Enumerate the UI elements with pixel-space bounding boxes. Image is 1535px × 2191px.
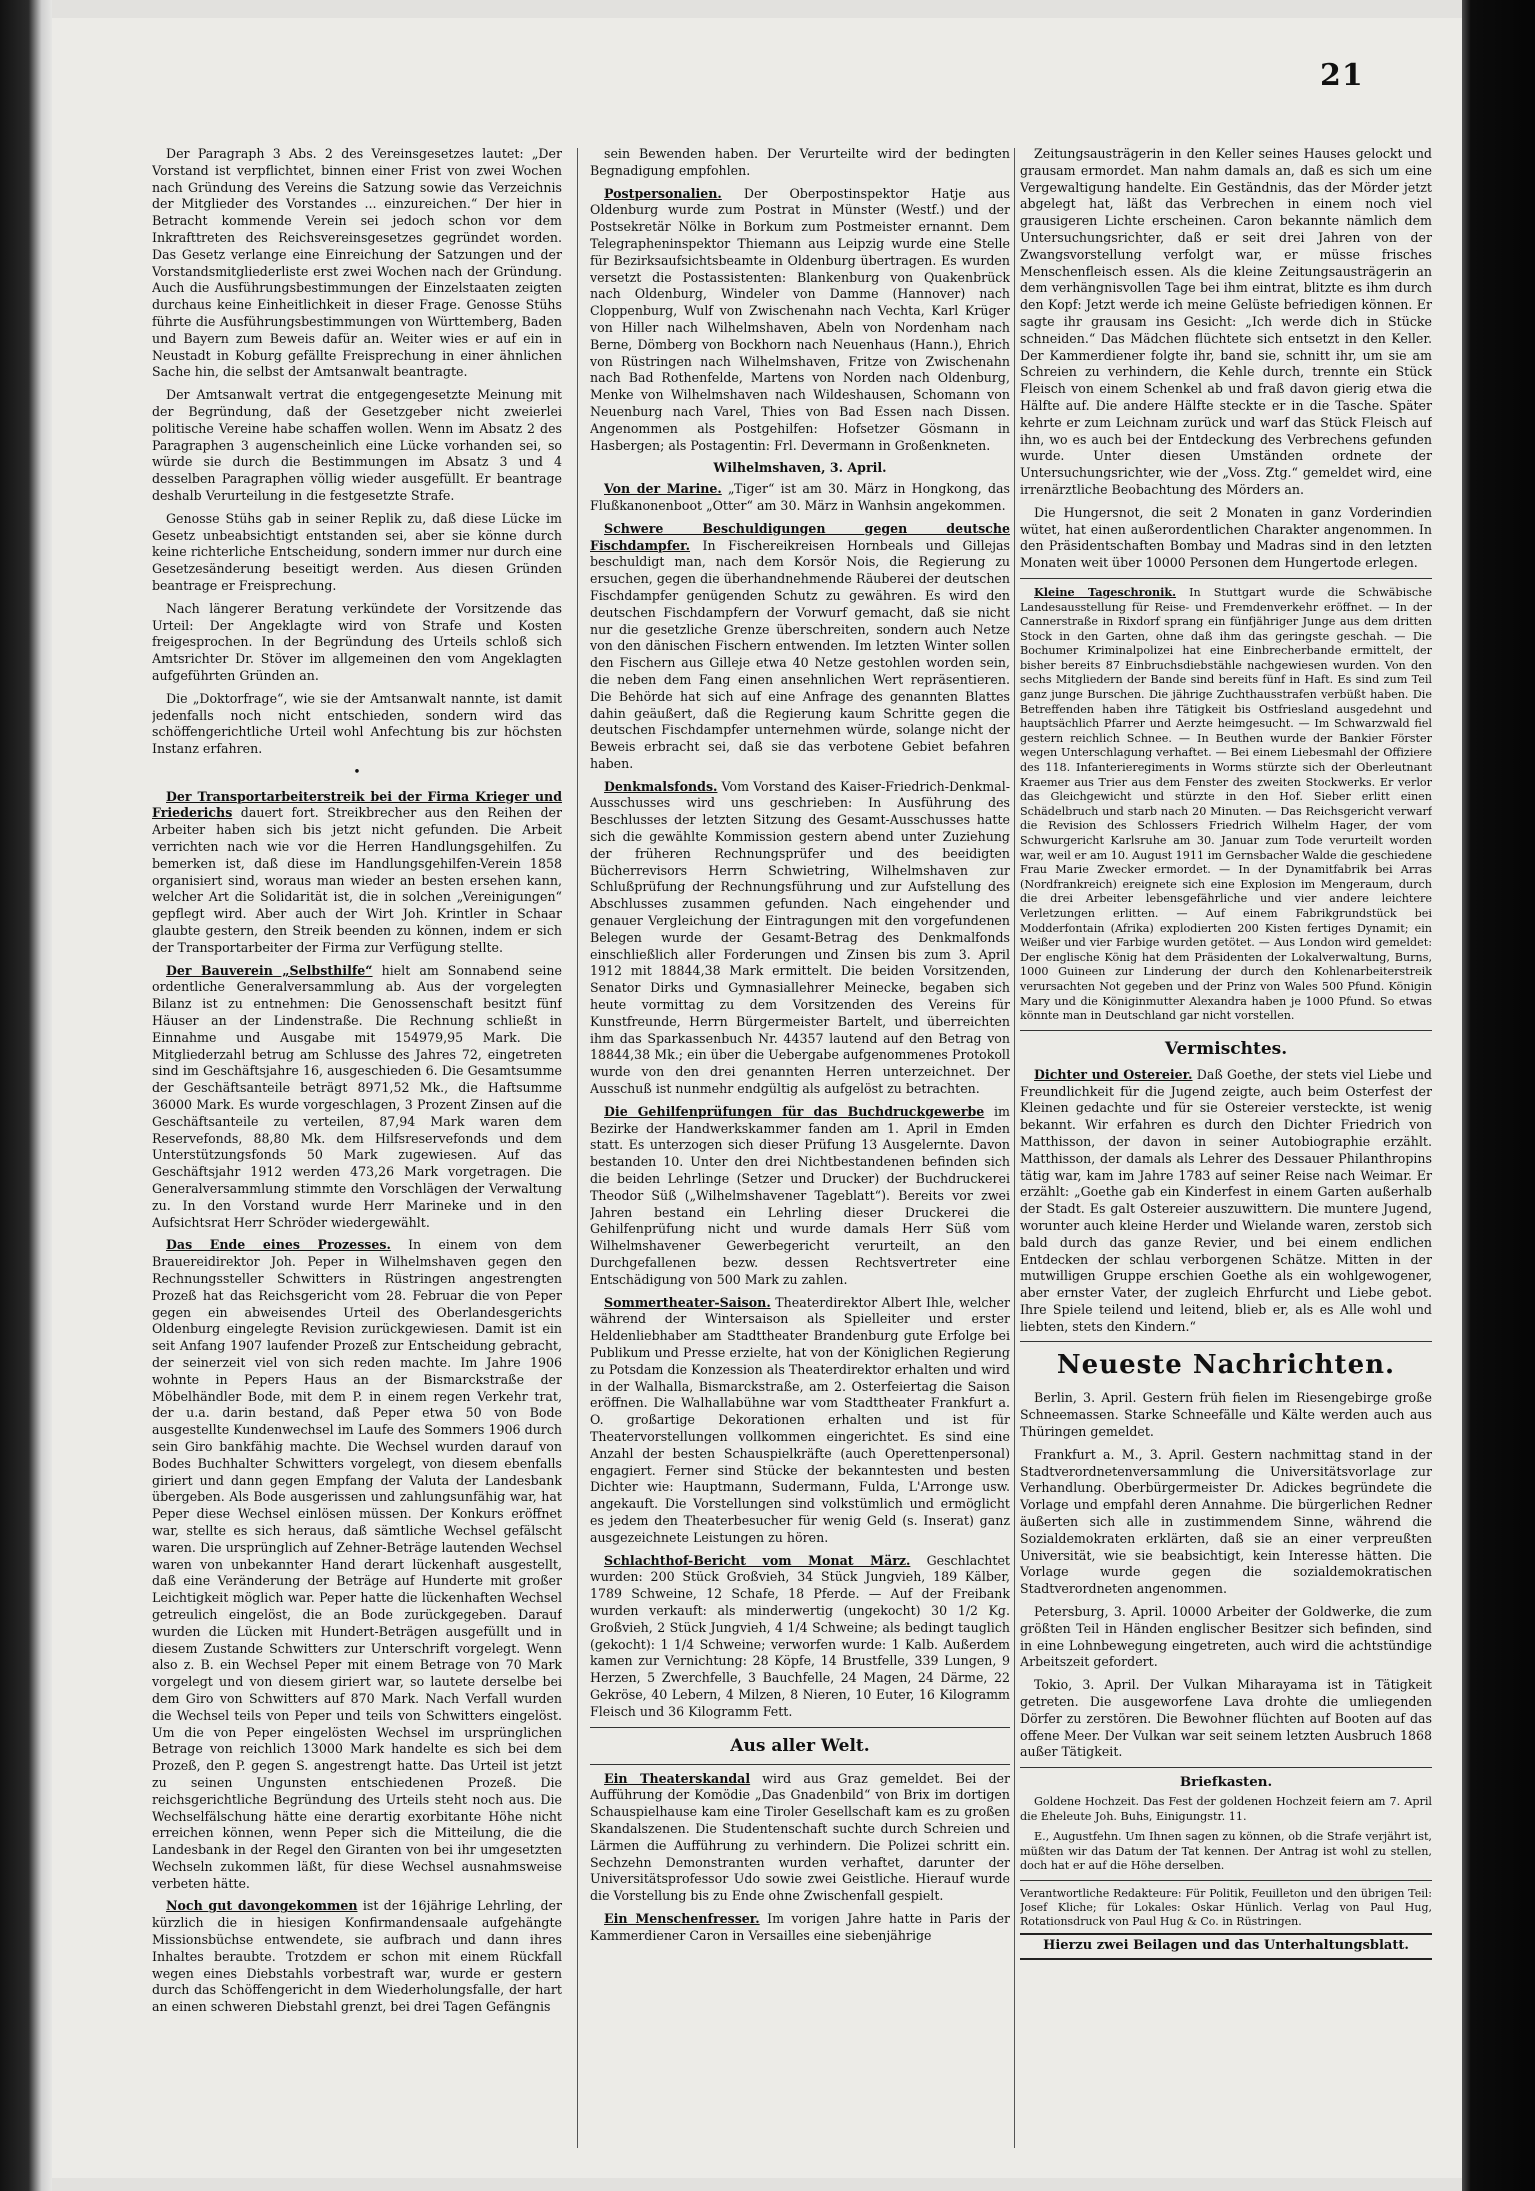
article-paragraph <box>590 1295 1010 1547</box>
article-lead: Das Ende eines Prozesses. <box>166 1237 391 1253</box>
separator: • <box>353 763 361 779</box>
article-text: im Bezirke der Handwerkskammer fanden am 1. April in Emden statt. Es unterzogen sich dieser Prüfung 13 Ausgelernte. Davon bestanden 10. Unter den drei Nichtbestandenen befinden sich die beiden Lehrlinge (Setzer und Drucker) der Buchdruckerei Theodor Süß („Wilhelmshavener Tageblatt“). Bereits vor zwei Jahren bestand ein Lehrling dieser Druckerei die Gehilfenprüfung nicht und wurde damals Herr Süß vom Wilhelmshavener Gewerbegericht verurteilt, an den Durchgefallenen bezw. dessen Rechtsvertreter eine Entschädigung von 500 Mark zu zahlen. <box>590 1103 1010 1287</box>
article-lead: Sommertheater-Saison. <box>604 1294 771 1310</box>
article-paragraph <box>590 1104 1010 1289</box>
article-paragraph: sein Bewenden haben. Der Verurteilte wird der bedingten Begnadigung empfohlen. <box>590 146 1010 178</box>
article-text: „Tiger“ ist am 30. März in Hongkong, das Flußkanonenboot „Otter“ am 30. März in Wanhsin angekommen. <box>590 481 1010 513</box>
section-divider <box>590 1727 1010 1728</box>
article-paragraph: Die Hungersnot, die seit 2 Monaten in ganz Vorderindien wütet, hat einen außerordentlichen Charakter angenommen. In den Präsidentschaften Bombay und Madras sind in den letzten Monaten weit über 10000 Personen dem Hungertode erlegen. <box>1020 504 1432 571</box>
column-1 <box>152 146 562 2176</box>
dateline: Wilhelmshaven, 3. April. <box>713 460 887 476</box>
section-heading-large: Neueste Nachrichten. <box>1056 1350 1396 1381</box>
letterbox-title: Briefkasten. <box>1179 1774 1273 1791</box>
article-text: Vom Vorstand des Kaiser-Friedrich-Denkmal-Ausschusses wird uns geschrieben: In Ausführung des Beschlusses der letzten Sitzung des Gesamt-Ausschusses hatte sich die gewählte Kommission gestern abend unter Zuziehung der früheren Rechnungsprüfer und des beeidigten Bücherrevisors Herrn Schwietring, Wilhelmshaven zur Schlußprüfung der Rechnungsführung und zur Aufstellung des Abschlusses zusammen gefunden. Nach eingehender und genauer Vergleichung der Eintragungen mit den vorgefundenen Belegen wurde der Gesamt-Betrag des Denkmalfonds einschließlich aller Forderungen und Zinsen bis zum 3. April 1912 mit 18844,38 Mark ermittelt. Die beiden Vorsitzenden, Senator Dirks und Gymnasiallehrer Meinecke, begaben sich heute vormittag zu dem Vorsitzenden des Vereins für Kunstfreunde, Herrn Bürgermeister Bartelt, und überreichten ihm das Sparkassenbuch Nr. 44357 lautend auf den Betrag von 18844,38 Mk.; ein über die Uebergabe aufgenommenes Protokoll wurde von den drei genannten Herren unterzeichnet. Der Ausschuß ist nunmehr endgültig als aufgelöst zu betrachten. <box>590 778 1010 1097</box>
article-lead: Schwere Beschuldigungen gegen deutsche Fischdampfer. <box>590 520 1010 553</box>
article-paragraph <box>590 186 1010 455</box>
article-paragraph <box>1020 1067 1432 1336</box>
article-paragraph: Genosse Stühs gab in seiner Replik zu, daß diese Lücke im Gesetz unbeabsichtigt entstanden sei, aber sie könne durch keine richterliche Entscheidung, sondern immer nur durch eine Gesetzesänderung beseitigt werden. Aus diesen Gründen beantrage er Freisprechung. <box>152 510 562 593</box>
article-text: In einem von dem Brauereidirektor Joh. Peper in Wilhelmshaven gegen den Rechnungssteller Schwitters in Rüstringen angestrengten Prozeß hat das Reichsgericht vom 28. Februar die von Peper gegen ein abweisendes Urteil des Oberlandesgerichts Oldenburg eingelegte Revision zurückgewiesen. Damit ist ein seit Anfang 1907 laufender Prozeß zur Entscheidung gebracht, der seinerzeit viel von sich reden machte. Im Jahre 1906 wohnte in Pepers Haus an der Bismarckstraße der Möbelhändler Bode, mit dem P. in einem regen Verkehr trat, der u.a. darin bestand, daß Peper etwa 50 von Bode ausgestellte Kundenwechsel im Laufe des Sommers 1906 durch sein Giro bankfähig machte. Die Wechsel wurden darauf von Bodes Buchhalter Schwitters vorgelegt, von diesem ebenfalls giriert und dann gegen Empfang der Valuta der Landesbank übergeben. Als Bode ausgerissen und zahlungsunfähig war, hat Peper diese Wechsel einlösen müssen. Der Konkurs eröffnet war, stellte es sich heraus, daß sämtliche Wechsel gefälscht waren. Die ursprünglich auf Zehner-Beträge lautenden Wechsel waren von unbekannter Hand derart lückenhaft ausgestellt, daß eine Veränderung der Beträge auf Hunderte mit großer Leichtigkeit möglich war. Peper hatte die lückenhaften Wechsel getreulich eingelöst, die an Bode zurückgegeben. Darauf wurden die Lücken mit Hundert-Beträgen ausgefüllt und in diesem Zustande Schwitters zur Unterschrift vorgelegt. Wenn also z. B. ein Wechsel Peper mit einem Betrage von 70 Mark vorgelegt und von diesem giriert war, so lautete derselbe bei dem Giro von Schwitters auf 870 Mark. Nach Verfall wurden die Wechsel teils von Peper und teils von Schwitters eingelöst. Um die von Peper eingelösten Wechsel im ursprünglichen Betrage von reichlich 13000 Mark handelte es sich bei dem Prozeß, den P. gegen S. angestrengt hatte. Das Urteil ist jetzt zu seinen Ungunsten entschiedenen Prozeß. Die reichsgerichtliche Begründung des Urteils steht noch aus. Die Wechselfälschung hätte eine derartig exorbitante Höhe nicht erreichen können, wenn Peper sich die Mitteilung, die die Landesbank in der Regel den Giranten von bei ihr umgesetzten Wechseln zukommen läßt, für diese Wechsel ausnahmsweise verbeten hätte. <box>152 1237 562 1891</box>
article-lead: Der Bauverein „Selbsthilfe“ <box>166 962 373 978</box>
article-paragraph <box>152 1898 562 2016</box>
column-3 <box>1020 146 1432 2176</box>
right-page-edge <box>1462 0 1535 2191</box>
left-page-edge <box>0 0 52 2191</box>
article-paragraph <box>1020 585 1432 1024</box>
column-2 <box>590 146 1010 2176</box>
section-divider <box>1020 1030 1432 1031</box>
article-paragraph <box>590 481 1010 515</box>
article-paragraph <box>152 963 562 1232</box>
article-paragraph: Zeitungsausträgerin in den Keller seines Hauses gelockt und grausam ermordet. Man nahm damals an, daß es sich um eine Vergewaltigung handelte. Ein Geständnis, das der Mörder jetzt abgelegt hat, läßt das Verbrechen in einem noch viel grausigeren Lichte erscheinen. Caron bekannte nämlich dem Untersuchungsrichter, daß er seit drei Jahren von der Zwangsvorstellung verfolgt war, er müsse frisches Menschenfleisch essen. Als die kleine Zeitungsausträgerin an dem verhängnisvollen Tage bei ihm eintrat, blitzte es ihm durch den Kopf: Jetzt werde ich meine Gelüste befriedigen können. Er sagte ihr grausam ins Gesicht: „Ich werde dich in Stücke schneiden.“ Das Mädchen flüchtete sich entsetzt in den Keller. Der Kammerdiener folgte ihr, band sie, schnitt ihr, um sie am Schreien zu verhindern, die Kehle durch, trennte ein Stück Fleisch von einem Schenkel ab und fraß davon gierig etwa die Hälfte auf. Die andere Hälfte steckte er in die Tasche. Später kehrte er zum Leichnam zurück und warf das Stück Fleisch auf ihn, wo es auch bei der Entdeckung des Verbrechens gefunden wurde. Unter diesen Umständen ordnete der Untersuchungsrichter, wie der „Voss. Ztg.“ gemeldet wird, eine irrenärztliche Beobachtung des Mörders an. <box>1020 146 1432 497</box>
article-text: Theaterdirektor Albert Ihle, welcher während der Wintersaison als Spielleiter und erster Heldenliebhaber am Stadttheater Brandenburg gute Erfolge bei Publikum und Presse erzielte, hat von der Königlichen Regierung zu Potsdam die Konzession als Theaterdirektor erhalten und wird in der Walhalla, Bismarckstraße, am 2. Osterfeiertag die Saison eröffnen. Die Walhallabühne war vom Stadttheater Frankfurt a. O. großartige Dekorationen erhalten und ist für Theatervorstellungen vollkommen eingerichtet. Es sind eine Anzahl der besten Schauspielkräfte (auch Operettenpersonal) engagiert. Ferner sind Stücke der bekanntesten und besten Dichter wie: Hauptmann, Sudermann, Fulda, L'Arronge usw. angekauft. Die Vorstellungen sind volkstümlich und ermöglicht es jedem den Theaterbesucher für wenig Geld (s. Inserat) ganz ausgezeichnete Leistungen zu hören. <box>590 1294 1010 1545</box>
article-paragraph: Die „Doktorfrage“, wie sie der Amtsanwalt nannte, ist damit jedenfalls noch nicht entschieden, sondern wird das schöffengerichtliche Urteil wohl Anfechtung bis zur höchsten Instanz erfahren. <box>152 690 562 757</box>
supplement-note: Hierzu zwei Beilagen und das Unterhaltungsblatt. <box>1020 1933 1432 1960</box>
news-item: Berlin, 3. April. Gestern früh fielen im Riesengebirge große Schneemassen. Starke Schneefälle und Kälte werden auch aus Thüringen gemeldet. <box>1020 1390 1432 1440</box>
article-paragraph <box>590 1553 1010 1721</box>
article-lead: Denkmalsfonds. <box>604 778 718 794</box>
article-lead: Ein Menschenfresser. <box>604 1910 760 1926</box>
article-lead: Der Transportarbeiterstreik bei der Firma Krieger und Friederichs <box>152 788 562 821</box>
section-divider <box>1020 1767 1432 1768</box>
news-item: Frankfurt a. M., 3. April. Gestern nachmittag stand in der Stadtverordnetenversammlung die Universitätsvorlage zur Verhandlung. Oberbürgermeister Dr. Adickes begründete die Vorlage und empfahl deren Annahme. Die bürgerlichen Redner äußerten sich alle in zustimmendem Sinne, während die Sozialdemokraten erklärten, daß sie an einer verpreußten Universität, wie sie beabsichtigt, kein Interesse hätten. Die Vorlage wurde gegen die sozialdemokratischen Stadtverordneten angenommen. <box>1020 1446 1432 1597</box>
article-text: dauert fort. Streikbrecher aus den Reihen der Arbeiter haben sich bis jetzt nicht gefunden. Die Arbeit verrichten nach wie vor die Herren Handlungsgehilfen. Zu bemerken ist, daß diese im Handlungsgehilfen-Verein 1858 organisiert sind, woraus man wieder an besten ersehen kann, welcher Art die Solidarität ist, die in solchen „Vereinigungen“ gepflegt wird. Aber auch der Wirt Joh. Krintler in Schaar glaubte gestern, den Streik beenden zu können, indem er sich der Transportarbeiter der Firma zur Verfügung stellte. <box>152 805 562 955</box>
article-paragraph <box>590 779 1010 1098</box>
section-divider <box>590 1764 1010 1765</box>
article-text: Der Oberpostinspektor Hatje aus Oldenburg wurde zum Postrat in Münster (Westf.) und der Postsekretär Nölke in Borkum zum Postmeister ernannt. Dem Telegrapheninspektor Thiemann aus Leipzig wurde eine Stelle für Bezirksaufsichtsbeamte in Oldenburg übertragen. Es wurden versetzt die Postassistenten: Blankenburg von Quakenbrück nach Oldenburg, Windeler von Damme (Hannover) nach Cloppenburg, Wulf von Zwischenahn nach Vechta, Karl Krüger von Hiller nach Wilhelmshaven, Abeln von Nordenham nach Berne, Dömberg von Bockhorn nach Neuenhaus (Hann.), Ehrich von Rüstringen nach Wilhelmshaven, Fritze von Zwischenahn nach Bad Rothenfelde, Martens von Norden nach Oldenburg, Menke von Wilhelmshaven nach Wildeshausen, Schomann von Neuenburg nach Varel, Thies von Bad Essen nach Dissen. Angenommen als Postgehilfen: Hofsetzer Gösmann in Hasbergen; als Postagentin: Frl. Devermann in Großenkneten. <box>590 185 1010 453</box>
article-paragraph <box>152 1237 562 1892</box>
section-divider <box>1020 1880 1432 1881</box>
article-paragraph: Der Paragraph 3 Abs. 2 des Vereinsgesetzes lautet: „Der Vorstand ist verpflichtet, binnen einer Frist von zwei Wochen nach Gründung des Vereins die Satzung sowie das Verzeichnis der Mitglieder des Vorstandes ... einzureichen.“ Der hier in Betracht kommende Verein sei jedoch schon vor dem Inkrafttreten des Reichsvereinsgesetzes gegründet worden. Das Gesetz verlange eine Einreichung der Satzungen und der Vorstandsmitgliederliste erst zwei Wochen nach der Gründung. Auch die Ausführungsbestimmungen der Einzelstaaten zeigten durchaus keine Einheitlichkeit in dieser Frage. Genosse Stühs führte die Ausführungsbestimmungen von Württemberg, Baden und Bayern zum Beweis dafür an. Weiter wies er auf ein in Neustadt in Koburg gefällte Freisprechung in einer ähnlichen Sache hin, die selbst der Amtsanwalt beantragte. <box>152 146 562 380</box>
column-rule <box>577 148 578 2148</box>
article-text: ist der 16jährige Lehrling, der kürzlich die in hiesigen Konfirmandensaale aufgehängte Missionsbüchse entwendete, sie aufbrach und dann ihres Inhaltes beraubte. Trotzdem er schon mit einem Rückfall wegen eines Diebstahls vorbestraft war, wurde er gestern durch das Schöffengericht in dem Wiederholungsfalle, der hart an einen schweren Diebstahl grenzt, bei drei Tagen Gefängnis <box>152 1898 562 2015</box>
imprint: Verantwortliche Redakteure: Für Politik, Feuilleton und den übrigen Teil: Josef Kliche; für Lokales: Oskar Hünlich. Verlag von Paul Hug, Rotationsdruck von Paul Hug & Co. in Rüstringen. <box>1020 1886 1432 1928</box>
news-item: Petersburg, 3. April. 10000 Arbeiter der Goldwerke, die zum größten Teil in Händen englischer Besitzer sich befinden, sind in eine Lohnbewegung eingetreten, auch wird die achtstündige Arbeitszeit gefordert. <box>1020 1604 1432 1670</box>
page-number: 21 <box>1320 58 1364 93</box>
article-text: hielt am Sonnabend seine ordentliche Generalversammlung ab. Aus der vorgelegten Bilanz ist zu entnehmen: Die Genossenschaft besitzt fünf Häuser an der Lindenstraße. Die Rechnung schließt in Einnahme und Ausgabe mit 154979,95 Mark. Die Mitgliederzahl betrug am Schlusse des Jahres 72, eingetreten sind im Geschäftsjahre 16, ausgeschieden 6. Die Gesamtsumme der Geschäftsanteile beträgt 8971,52 Mk., die Haftsumme 36000 Mark. Es wurde vorgeschlagen, 3 Prozent Zinsen auf die Geschäftsanteile zu verteilen, 87,94 Mark waren dem Reservefonds, 88,80 Mk. dem Hilfsreservefonds und dem Unterstützungsfonds 50 Mark zugewiesen. Auf das Geschäftsjahr 1912 werden 473,26 Mark vorgetragen. Die Generalversammlung stimmte den Vorschlägen der Verwaltung zu. In den Vorstand wurde Herr Marineke und in den Aufsichtsrat Herr Schröder wiedergewählt. <box>152 962 562 1230</box>
article-text: Daß Goethe, der stets viel Liebe und Freundlichkeit für die Jugend zeigte, auch beim Osterfest der Kleinen gedachte und für sie Ostereier versteckte, ist wenig bekannt. Wir erfahren es durch den Dichter Friedrich von Matthisson, der davon in seiner Autobiographie erzählt. Matthisson, der damals als Lehrer des Dessauer Philanthropins tätig war, kam im Jahre 1783 auf seiner Reise nach Weimar. Er erzählt: „Goethe gab ein Kinderfest in einem Garten außerhalb der Stadt. Es galt Ostereier auszuwittern. Die muntere Jugend, worunter auch kleine Herder und Wielande waren, zerstob sich bald durch das ganze Revier, und bei einem endlichen Entdecken der schlau verborgenen Schätze. Mitten in der mutwilligen Gruppe erschien Goethe als ein wohlgewogener, aber ernster Vater, der zugleich Ehrfurcht und Liebe gebot. Ihre Spiele teilend und leitend, blieb er, als es Alle wohl und liebten, stets den Kindern.“ <box>1020 1066 1432 1334</box>
article-text: Geschlachtet wurden: 200 Stück Großvieh, 34 Stück Jungvieh, 189 Kälber, 1789 Schweine, 12 Schafe, 18 Pferde. — Auf der Freibank wurden verkauft: als minderwertig (ungekocht) 30 1/2 Kg. Großvieh, 2 Stück Jungvieh, 4 1/4 Schweine; als bedingt tauglich (gekocht): 1 1/4 Schweine; verworfen wurde: 1 Kalb. Außerdem kamen zur Vernichtung: 28 Köpfe, 14 Brustfelle, 339 Lungen, 9 Herzen, 5 Zwerchfelle, 3 Bauchfelle, 24 Magen, 24 Därme, 22 Gekröse, 40 Lebern, 4 Milzen, 8 Nieren, 10 Euter, 16 Kilogramm Fleisch und 36 Kilogramm Fett. <box>590 1552 1010 1719</box>
article-text: In Stuttgart wurde die Schwäbische Landesausstellung für Reise- und Fremdenverkehr eröffnet. — In der Cannerstraße in Rixdorf sprang ein fünfjähriger Junge aus dem dritten Stock in den Garten, ohne daß ihm das geringste geschah. — Die Bochumer Kriminalpolizei hat eine Einbrecherbande ermittelt, der bisher bereits 87 Einbruchsdiebstähle nachgewiesen wurden. Von den sechs Mitgliedern der Bande sind bereits fünf in Haft. Es sind zum Teil ganz junge Burschen. Die jährige Zuchthausstrafen verbüßt haben. Die Betreffenden haben ihre Tätigkeit bis Ostfriesland ausgedehnt und hauptsächlich Pfarrer und Aerzte heimgesucht. — Im Schwarzwald fiel gestern reichlich Schnee. — In Beuthen wurde der Bankier Förster wegen Unterschlagung verhaftet. — Bei einem Liebesmahl der Offiziere des 118. Infanterieregiments in Worms stürzte sich der Oberleutnant Kraemer aus Trier aus dem Fenster des zweiten Stockwerks. Er verlor das Gleichgewicht und stürzte in den Hof. Sieber erlitt einen Schädelbruch und starb nach 20 Minuten. — Das Reichsgericht verwarf die Revision des Schlossers Friedrich Wilhelm Hager, der vom Schwurgericht Karlsruhe am 30. Januar zum Tode verurteilt worden war, weil er am 10. August 1911 im Gernsbacher Walde die geschiedene Frau Marie Zwecker ermordet. — In der Dynamitfabrik bei Arras (Nordfrankreich) ereignete sich eine Explosion im Mengeraum, durch die drei Arbeiter lebensgefährliche und vier andere leichtere Verletzungen erlitten. — Auf einem Fabrikgrundstück bei Modderfontain (Afrika) explodierten 200 Kisten fertiges Dynamit; ein Weißer und vier Farbige wurden getötet. — Aus London wird gemeldet: Der englische König hat dem Präsidenten der Lokalverwaltung, Burns, 1000 Guineen zur Linderung der durch den Kohlenarbeiterstreik verursachten Not gegeben und der Prinz von Wales 500 Pfund. Königin Mary und die Königinmutter Alexandra haben je 1000 Pfund. So etwas könnte man in Deutschland gar nicht vorstellen. <box>1020 585 1432 1023</box>
news-item: Tokio, 3. April. Der Vulkan Miharayama ist in Tätigkeit getreten. Die ausgeworfene Lava drohte die umliegenden Dörfer zu zerstören. Die Bewohner flüchten auf Booten auf das offene Meer. Der Vulkan war seit seinem letzten Ausbruch 1868 außer Tätigkeit. <box>1020 1677 1432 1760</box>
article-lead: Die Gehilfenprüfungen für das Buchdruckgewerbe <box>604 1103 985 1119</box>
newspaper-page <box>52 18 1462 2178</box>
letterbox-item: Goldene Hochzeit. Das Fest der goldenen Hochzeit feiern am 7. April die Eheleute Joh. Buhs, Einigungstr. 11. <box>1020 1795 1432 1823</box>
article-paragraph: Nach längerer Beratung verkündete der Vorsitzende das Urteil: Der Angeklagte wird von Strafe und Kosten freigesprochen. In der Begründung des Urteils schloß sich Amtsrichter Dr. Stöver im allgemeinen den vom Angeklagten aufgeführten Gründen an. <box>152 600 562 683</box>
article-paragraph <box>590 1771 1010 1905</box>
section-heading: Vermischtes. <box>1164 1038 1288 1059</box>
section-divider <box>1020 1341 1432 1342</box>
article-lead: Schlachthof-Bericht vom Monat März. <box>604 1552 911 1568</box>
article-paragraph <box>590 1911 1010 1945</box>
article-lead: Kleine Tageschronik. <box>1034 584 1177 599</box>
article-lead: Ein Theaterskandal <box>604 1770 751 1786</box>
article-paragraph <box>590 521 1010 773</box>
article-paragraph <box>152 789 562 957</box>
article-lead: Von der Marine. <box>604 481 722 497</box>
column-rule <box>1014 148 1015 2148</box>
article-text: Im vorigen Jahre hatte in Paris der Kammerdiener Caron in Versailles eine siebenjährige <box>590 1910 1010 1943</box>
article-lead: Dichter und Ostereier. <box>1034 1066 1193 1082</box>
article-lead: Postpersonalien. <box>604 185 722 201</box>
section-heading: Aus aller Welt. <box>730 1735 870 1756</box>
section-divider <box>1020 578 1432 579</box>
article-text: In Fischereikreisen Hornbeals und Gillejas beschuldigt man, nach dem Korsör Nois, die Regierung zu ersuchen, gegen die überhandnehmende Räuberei der deutschen Fischdampfer genügenden Schutz zu gewähren. Es wird den deutschen Fischdampfern der Vorwurf gemacht, daß sie nicht nur die gesetzliche Grenze überschreiten, sondern auch Netze von den dänischen Fischern entwenden. Im letzten Winter sollen den Fischern aus Gilleje etwa 40 Netze gestohlen worden sein, die neben dem Fang einen ansehnlichen Wert repräsentieren. Die Behörde hat sich auf eine Anfrage des genannten Blattes dahin geäußert, daß die Regierung kaum Schritte gegen die deutschen Fischdampfer unternehmen würde, solange nicht der Beweis erbracht sei, daß sie das verbotene Gebiet befahren haben. <box>590 537 1010 771</box>
article-paragraph: Der Amtsanwalt vertrat die entgegengesetzte Meinung mit der Begründung, daß der Gesetzgeber nicht zweierlei politische Vereine habe schaffen wollen. Wenn im Absatz 2 des Paragraphen 3 augenscheinlich eine Lücke vorhanden sei, so würde sie durch die Bestimmungen im Absatz 3 und 4 desselben Paragraphen völlig wieder ausgefüllt. Er beantrage deshalb Verurteilung in die festgesetzte Strafe. <box>152 387 562 503</box>
letterbox-item: E., Augustfehn. Um Ihnen sagen zu können, ob die Strafe verjährt ist, müßten wir das Datum der Tat kennen. Der Antrag ist wohl zu stellen, doch hat er auf die Höhe derselben. <box>1020 1830 1432 1873</box>
article-lead: Noch gut davongekommen <box>166 1898 358 1914</box>
article-text: wird aus Graz gemeldet. Bei der Aufführung der Komödie „Das Gnadenbild“ von Brix im dortigen Schauspielhause kam eine Tiroler Gesellschaft kam es zu großen Skandalszenen. Die Studentenschaft suchte durch Schreien und Lärmen die Aufführung zu verhindern. Die Polizei schritt ein. Sechzehn Demonstranten wurden verhaftet, darunter der Universitätsprofessor Udo sowie zwei Geistliche. Hierauf wurde die Vorstellung bis zu Ende ohne Zwischenfall gespielt. <box>590 1770 1010 1904</box>
